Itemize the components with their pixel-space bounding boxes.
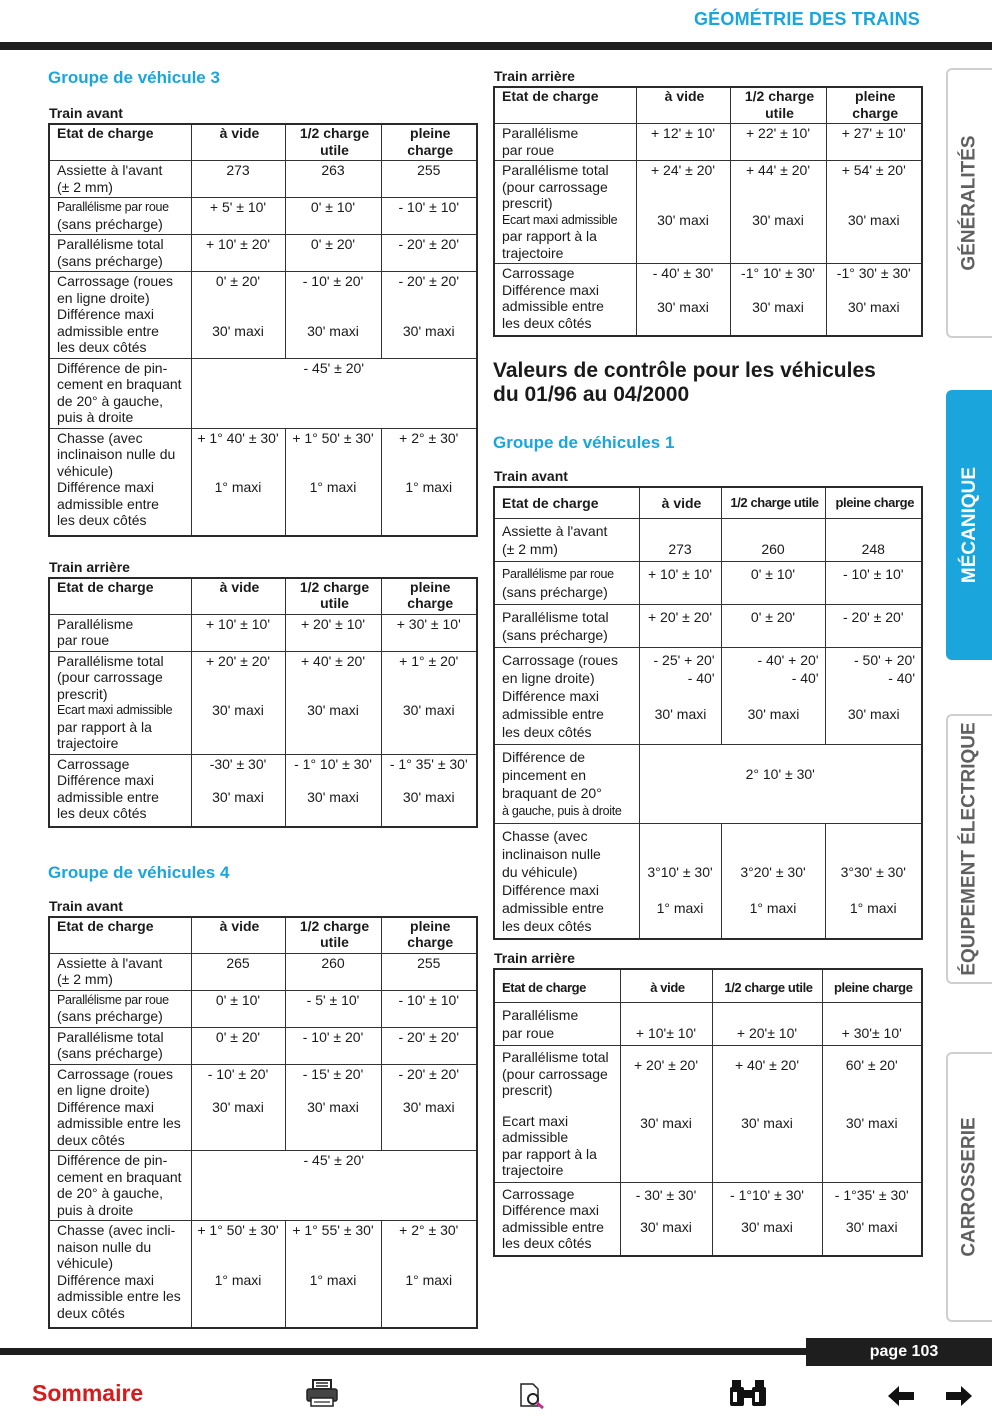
value-cell (636, 264, 730, 337)
group-1-title: Groupe de véhicules 1 (493, 433, 675, 452)
value-main: -1° 30' ± 30' (836, 265, 911, 281)
value-main: 60' ± 20' (845, 1057, 898, 1073)
value-main: - 1°35' ± 30' (834, 1186, 909, 1203)
row-label-line: Parallélisme par roue (57, 992, 169, 1007)
value-cell (826, 264, 922, 337)
row-label: Chasse (avec inclinaison nulle du véhicule) Différence maxi admissible entre les deux côtés (494, 824, 639, 940)
row-label: Parallélisme par roue (494, 124, 636, 161)
group-4-title: Groupe de véhicules 4 (48, 862, 230, 882)
value-cell (191, 272, 285, 359)
table-row (49, 428, 477, 536)
value-max: 30' maxi (307, 322, 359, 339)
value-main: - 10' ± 20' (207, 1065, 269, 1082)
value-max: 1° maxi (656, 900, 704, 916)
table-header-row (49, 124, 477, 161)
row-label-line: Parallélisme total (pour carrossage prescrit) (502, 1049, 609, 1098)
row-label: Chasse (avec incli- naison nulle du véhicule) Différence maxi admissible entre les deux côtés (49, 1221, 191, 1329)
value-cell (639, 824, 721, 940)
value-cell: - 20' ± 20' (842, 609, 904, 625)
value-max: 30' maxi (640, 1115, 692, 1131)
value-cell (620, 1046, 712, 1183)
value-max: 30' maxi (402, 789, 455, 805)
value-cell: 263 (285, 161, 381, 198)
row-label: Carrossage Différence maxi admissible entre les deux côtés (494, 1182, 620, 1256)
group-3-title: Groupe de véhicule 3 (48, 68, 220, 87)
value-cell: 273 (639, 519, 721, 562)
value-main: + 20' ± 20' (205, 652, 271, 669)
value-cell (730, 161, 826, 264)
header-cell: pleine charge (852, 88, 899, 121)
row-label: Assiette à l'avant (± 2 mm) (494, 519, 639, 562)
value-cell: + 20'± 10' (712, 1003, 822, 1046)
value-cell: + 22' ± 10' (730, 124, 826, 161)
value-cell (191, 428, 285, 536)
table-row (494, 824, 922, 940)
tab-carrosserie[interactable] (946, 1052, 992, 1322)
value-cell: + 30' ± 10' (396, 615, 461, 632)
tab-equipement-electrique[interactable] (946, 714, 992, 984)
table-row (49, 272, 477, 359)
value-cell (191, 1064, 285, 1151)
value-max: 30' maxi (212, 322, 264, 339)
value-cell: + 10' ± 10' (191, 614, 285, 651)
table-row (494, 124, 922, 161)
g1-rear-table (493, 968, 923, 1257)
value-main: + 1° 50' ± 30' (197, 1222, 279, 1238)
value-main: -30' ± 30' (209, 755, 267, 772)
value-main: - 1° 35' ± 30' (389, 755, 468, 772)
header-cell: Etat de charge (49, 578, 191, 615)
table-row (49, 1027, 477, 1064)
tab-mecanique[interactable] (946, 390, 992, 660)
value-max: 1° maxi (405, 1271, 453, 1288)
right-column (493, 64, 923, 1257)
row-label (49, 990, 191, 1027)
value-cell (381, 272, 477, 359)
value-main: 3°10' ± 30' (647, 864, 713, 880)
arrow-left-icon[interactable] (886, 1384, 916, 1413)
header-cell: à vide (639, 487, 721, 519)
value-main: - 15' ± 20' (302, 1065, 364, 1082)
value-cell (620, 1182, 712, 1256)
value-max: 1° maxi (309, 479, 357, 495)
value-max: 30' maxi (752, 298, 804, 315)
value-cell: - 10' ± 10' (398, 199, 459, 215)
value-main: + 1° ± 20' (399, 652, 459, 669)
row-label: Parallélisme total (sans précharge) (494, 605, 639, 648)
row-label-line: Parallélisme par roue (57, 200, 169, 214)
tab-generalites[interactable] (946, 68, 992, 338)
row-label (49, 198, 191, 235)
value-max: 30' maxi (741, 1115, 793, 1131)
value-cell (191, 1221, 285, 1329)
row-label: Carrossage (roues en ligne droite) Différence maxi admissible entre les deux côtés (494, 648, 639, 745)
row-label-line: (sans précharge) (502, 584, 608, 600)
value-main: + 1° 55' ± 30' (292, 1222, 374, 1238)
g4-front-table (48, 916, 478, 1330)
value-cell: 0' ± 20' (721, 605, 825, 648)
value-cell: 260 (721, 519, 825, 562)
value-cell (285, 651, 381, 754)
value-cell: 0' ± 20' (285, 235, 381, 272)
g4-front-title: Train avant (49, 897, 123, 914)
row-label: Assiette à l'avant (± 2 mm) (49, 161, 191, 198)
value-cell (285, 272, 381, 359)
table-row (49, 754, 477, 827)
table-row (494, 264, 922, 337)
value-max: 30' maxi (402, 1099, 455, 1115)
value-main: + 1° 50' ± 30' (292, 429, 374, 446)
value-main: - 20' ± 20' (398, 273, 459, 289)
g3-rear-title: Train arrière (49, 558, 130, 575)
value-cell (381, 428, 477, 536)
value-max: 1° maxi (214, 479, 262, 495)
value-cell: 273 (191, 161, 285, 198)
value-cell (285, 1064, 381, 1151)
header-cell: pleine charge (407, 125, 454, 158)
row-label-line: Parallélisme total (pour carrossage prescrit) (57, 652, 164, 702)
table-row (49, 358, 477, 428)
g3-rear-table (48, 577, 478, 828)
value-max: 1° maxi (749, 900, 797, 916)
row-label-line: par rapport à la trajectoire (502, 228, 597, 261)
value-cell (636, 161, 730, 264)
value-cell: + 5' ± 10' (191, 198, 285, 235)
table-header-row (494, 969, 922, 1003)
value-cell (825, 824, 922, 940)
row-label: Carrossage (roues en ligne droite) Différence maxi admissible entre les deux côtés (49, 1064, 191, 1151)
header-cell: pleine charge (833, 980, 913, 995)
row-label-line: Différence de pincement en braquant de 20° (502, 749, 602, 801)
value-main: - 1° 10' ± 30' (294, 755, 372, 772)
value-cell: + 20' ± 20' (639, 605, 721, 648)
page-header-title: GÉOMÉTRIE DES TRAINS (693, 9, 920, 29)
value-max: 30' maxi (654, 706, 707, 722)
value-cell (721, 824, 825, 940)
table-row (49, 614, 477, 651)
value-main: - 20' ± 20' (398, 1065, 459, 1082)
row-label: Différence de pin- cement en braquant de 20° à gauche, puis à droite (49, 358, 191, 428)
value-cell-span: - 45' ± 20' (303, 1152, 364, 1168)
header-cell: pleine charge (407, 917, 454, 950)
value-max: 1° maxi (309, 1271, 357, 1288)
value-cell (721, 648, 825, 745)
value-max: 30' maxi (657, 298, 709, 315)
value-main: 3°30' ± 30' (840, 864, 906, 880)
g3-front-title: Train avant (49, 105, 123, 121)
value-max: 30' maxi (212, 702, 264, 718)
g1-front-table (493, 486, 923, 940)
value-main: - 1°10' ± 30' (730, 1186, 804, 1203)
value-cell: 265 (191, 953, 285, 990)
tab-label: ÉQUIPEMENT ÉLECTRIQUE (959, 722, 981, 976)
row-label (49, 651, 191, 754)
header-cell: à vide (191, 578, 285, 615)
table-row (49, 235, 477, 272)
value-main: - 30' ± 30' (635, 1186, 697, 1203)
value-cell (381, 1221, 477, 1329)
header-cell: Etat de charge (494, 487, 639, 519)
table-row (49, 1221, 477, 1329)
value-cell (191, 651, 285, 754)
header-cell: Etat de charge (49, 917, 191, 954)
header-cell: 1/2 charge utile (285, 124, 381, 161)
table-row (49, 161, 477, 198)
value-cell (825, 648, 922, 745)
tab-label: MÉCANIQUE (959, 466, 980, 584)
value-cell: - 20' ± 20' (398, 236, 459, 252)
value-cell: + 12' ± 10' (636, 124, 730, 161)
header-cell: Etat de charge (49, 124, 191, 161)
value-cell: - 5' ± 10' (285, 990, 381, 1027)
tab-label: CARROSSERIE (959, 1117, 981, 1257)
value-cell: 0' ± 10' (285, 198, 381, 235)
value-cell: + 10'± 10' (620, 1003, 712, 1046)
value-main: + 1° 40' ± 30' (197, 429, 279, 446)
value-cell: 0' ± 10' (191, 990, 285, 1027)
row-label-line: à gauche, puis à droite (502, 804, 622, 818)
g3-front-table (48, 123, 478, 537)
table-header-row (49, 917, 477, 954)
value-cell: 0' ± 10' (721, 562, 825, 605)
value-main: + 24' ± 20' (650, 162, 716, 178)
row-label (494, 1046, 620, 1183)
row-label: Carrossage (roues en ligne droite) Différence maxi admissible entre les deux côtés (49, 272, 191, 359)
g3-rear-cont-table (493, 86, 923, 337)
value-main: 3°20' ± 30' (740, 864, 806, 880)
value-main: + 40' ± 20' (734, 1057, 800, 1073)
table-row (494, 161, 922, 264)
header-cell: 1/2 charge utile (285, 917, 381, 954)
header-cell: pleine charge (835, 495, 915, 510)
header-cell: 1/2 charge utile (730, 87, 826, 124)
value-main: - 50' + 20' - 40' (854, 652, 915, 686)
section-title: Valeurs de contrôle pour les véhicules du 01/96 au 04/2000 (493, 359, 876, 406)
value-main: + 54' ± 20' (841, 162, 906, 178)
page-number: page 103 (806, 1338, 992, 1366)
value-cell-span: - 45' ± 20' (303, 359, 364, 376)
value-max: 30' maxi (657, 211, 709, 228)
value-cell: + 10' ± 10' (639, 562, 721, 605)
value-cell (822, 1182, 922, 1256)
value-max: 30' maxi (845, 1218, 898, 1235)
row-label: Différence de pin- cement en braquant de 20° à gauche, puis à droite (49, 1151, 191, 1221)
value-cell: 248 (861, 541, 885, 557)
sommaire-link[interactable]: Sommaire (32, 1380, 144, 1406)
tab-label: GÉNÉRALITÉS (959, 135, 980, 271)
table-row (49, 1151, 477, 1221)
value-cell (712, 1046, 822, 1183)
value-cell (730, 264, 826, 337)
row-label: Parallélisme par roue (49, 614, 191, 651)
value-cell: 255 (417, 162, 441, 178)
value-cell: - 10' ± 20' (285, 1027, 381, 1064)
header-cell: Etat de charge (494, 969, 620, 1003)
table-row (49, 198, 477, 235)
header-cell: à vide (620, 969, 712, 1003)
table-row (494, 1003, 922, 1046)
value-cell: + 20' ± 10' (285, 614, 381, 651)
value-cell: + 10' ± 20' (191, 235, 285, 272)
table-row (494, 519, 922, 562)
table-header-row (494, 87, 922, 124)
value-cell: 260 (285, 953, 381, 990)
table-row (49, 990, 477, 1027)
value-max: 1° maxi (849, 900, 897, 916)
row-label (494, 745, 639, 824)
value-max: 30' maxi (307, 702, 359, 718)
value-main: - 40' + 20' - 40' (757, 652, 819, 686)
value-max: 30' maxi (640, 1218, 692, 1235)
row-label-line: Parallélisme par roue (502, 567, 614, 581)
value-cell (712, 1182, 822, 1256)
left-column (48, 64, 478, 1329)
value-cell: + 30'± 10' (841, 1025, 902, 1041)
row-label-line: par rapport à la trajectoire (57, 718, 152, 751)
value-max: 30' maxi (752, 211, 804, 228)
binoculars-icon[interactable] (728, 1378, 768, 1413)
value-cell: - 10' ± 10' (398, 991, 459, 1008)
value-cell: - 20' ± 20' (398, 1028, 459, 1045)
table-row (494, 562, 922, 605)
value-max: 30' maxi (307, 789, 359, 805)
value-main: -1° 10' ± 30' (741, 265, 815, 281)
value-cell (381, 1064, 477, 1151)
row-label: Parallélisme par roue (494, 1003, 620, 1046)
value-main: + 44' ± 20' (745, 162, 811, 178)
top-rule (0, 42, 992, 50)
g1-front-title: Train avant (494, 468, 568, 484)
value-cell (381, 754, 477, 827)
header-cell: à vide (636, 87, 730, 124)
printer-icon[interactable] (305, 1378, 339, 1413)
header-cell: pleine charge (407, 578, 454, 611)
zoom-document-icon[interactable] (518, 1382, 546, 1415)
row-label-line: Ecart maxi admissible par rapport à la trajectoire (502, 1112, 597, 1178)
value-max: 30' maxi (847, 706, 900, 722)
header-cell: 1/2 charge utile (285, 578, 381, 615)
row-label: Carrossage Différence maxi admissible entre les deux côtés (49, 754, 191, 827)
table-row (494, 1182, 922, 1256)
value-max: 1° maxi (405, 479, 453, 495)
row-label: Chasse (avec inclinaison nulle du véhicule) Différence maxi admissible entre les deux côtés (49, 428, 191, 536)
value-cell: + 27' ± 10' (841, 125, 906, 141)
value-max: 30' maxi (747, 706, 800, 722)
table-row (494, 1046, 922, 1183)
g3-rear-cont-title: Train arrière (494, 68, 575, 84)
value-cell-span: 2° 10' ± 30' (745, 766, 815, 782)
value-max: 30' maxi (212, 789, 264, 805)
row-label-line: (sans précharge) (57, 215, 163, 232)
row-label-line: Ecart maxi admissible (57, 703, 173, 717)
value-cell (285, 1221, 381, 1329)
row-label: Assiette à l'avant (± 2 mm) (49, 953, 191, 990)
table-row (494, 648, 922, 745)
value-max: 30' maxi (845, 1115, 898, 1131)
g1-rear-title: Train arrière (494, 950, 575, 966)
value-max: 30' maxi (741, 1218, 793, 1235)
value-max: 30' maxi (847, 298, 900, 315)
value-cell (285, 754, 381, 827)
value-cell (381, 651, 477, 754)
value-main: - 40' ± 30' (652, 265, 714, 281)
table-header-row (494, 487, 922, 519)
header-cell: 1/2 charge utile (721, 487, 825, 519)
table-row (49, 651, 477, 754)
value-cell (285, 428, 381, 536)
value-cell (191, 754, 285, 827)
value-main: + 40' ± 20' (300, 652, 366, 669)
table-row (494, 745, 922, 824)
row-label: Parallélisme total (sans précharge) (49, 1027, 191, 1064)
header-cell: Etat de charge (494, 87, 636, 124)
row-label (494, 562, 639, 605)
table-row (49, 1064, 477, 1151)
value-cell: 0' ± 20' (191, 1027, 285, 1064)
value-main: + 2° ± 30' (399, 429, 459, 446)
row-label (494, 161, 636, 264)
value-cell (822, 1046, 922, 1183)
value-main: + 20' ± 20' (633, 1057, 699, 1073)
value-max: 30' maxi (847, 211, 900, 228)
row-label-line: Ecart maxi admissible (502, 212, 618, 227)
table-row (49, 953, 477, 990)
table-row (494, 605, 922, 648)
table-header-row (49, 578, 477, 615)
value-cell: 255 (417, 954, 441, 971)
value-main: 0' ± 20' (215, 273, 261, 289)
header-cell: à vide (191, 124, 285, 161)
value-max: 1° maxi (214, 1271, 262, 1288)
row-label-line: (sans précharge) (57, 1008, 163, 1024)
row-label: Carrossage Différence maxi admissible entre les deux côtés (494, 264, 636, 337)
value-cell (639, 648, 721, 745)
value-main: + 2° ± 30' (399, 1222, 459, 1238)
value-main: - 25' + 20' - 40' (653, 652, 715, 686)
value-cell: - 10' ± 10' (842, 566, 904, 582)
value-cell (826, 161, 922, 264)
arrow-right-icon[interactable] (944, 1384, 974, 1413)
row-label-line: Parallélisme total (pour carrossage prescrit) (502, 162, 609, 211)
value-max: 30' maxi (402, 322, 455, 339)
value-max: 30' maxi (402, 702, 455, 718)
header-cell: à vide (191, 917, 285, 954)
header-cell: 1/2 charge utile (712, 969, 822, 1003)
value-max: 30' maxi (307, 1099, 359, 1115)
value-main: - 10' ± 20' (302, 273, 364, 289)
value-max: 30' maxi (212, 1099, 264, 1115)
row-label: Parallélisme total (sans précharge) (49, 235, 191, 272)
